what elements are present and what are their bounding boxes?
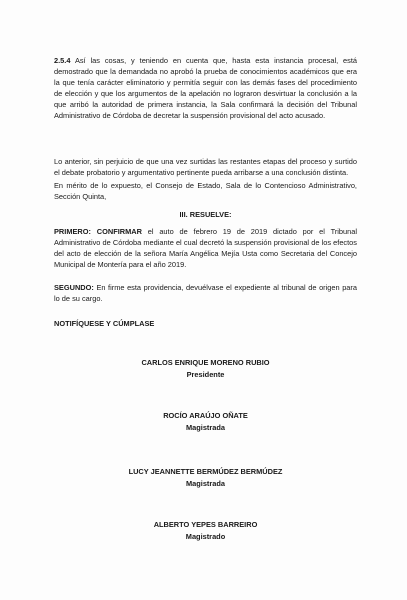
paragraph-primero [54, 226, 357, 270]
signatory-role: Magistrada [185, 478, 226, 488]
signature-block [54, 357, 357, 380]
paragraph-segundo [54, 282, 357, 304]
primero-verb: CONFIRMAR [96, 227, 142, 236]
signatory-name: ROCÍO ARAÚJO OÑATE [163, 411, 248, 420]
signatory-role: Magistrada [185, 422, 226, 432]
segundo-text: En firme esta providencia, devuélvase el expediente al tribunal de origen para lo de su cargo. [54, 283, 357, 304]
signatory-name: CARLOS ENRIQUE MORENO RUBIO [141, 358, 270, 367]
signatory-role: Presidente [186, 369, 225, 379]
paragraph-lo-anterior: Lo anterior, sin perjuicio de que una vez surtidas las restantes etapas del proceso y surtido el debate probatorio y argumentativo pertinente pueda arribarse a una conclusión distinta. [54, 157, 357, 178]
paragraph-2-5-4 [54, 55, 357, 122]
signature-block [54, 410, 357, 433]
signatory-name: LUCY JEANNETTE BERMÚDEZ BERMÚDEZ [128, 467, 283, 476]
primero-label: PRIMERO: [54, 227, 91, 236]
signatory-name: ALBERTO YEPES BARREIRO [153, 520, 258, 529]
primero-text: el auto de febrero 19 de 2019 dictado por el Tribunal Administrativo de Córdoba mediante el cual decretó la suspensión provisional de los efectos del acto de elección de la señora María Angélica Mejía Usta como Secretaria del Concejo Municipal de Montería para el año 2019. [54, 227, 358, 270]
segundo-label: SEGUNDO: [54, 283, 94, 292]
resuelve-heading: III. RESUELVE: [179, 210, 232, 219]
paragraph-merito: En mérito de lo expuesto, el Consejo de Estado, Sala de lo Contencioso Administrativo, Sección Quinta, [54, 181, 357, 202]
signature-block [54, 519, 357, 542]
paragraph-text: Así las cosas, y teniendo en cuenta que, hasta esta instancia procesal, está demostrado que la demandada no aprobó la prueba de conocimientos académicos que era la que tenía carácter eliminatorio y permitía seguir con las demás fases del procedimiento de elección y que los argumentos de la apelación no lograron desvirtuar la conclusión a la que arribó la autoridad de primera instancia, la Sala confirmará la decisión del Tribunal Administrativo de Córdoba de decretar la suspensión provisional del acto acusado. [54, 56, 357, 121]
notify-line: NOTIFÍQUESE Y CÚMPLASE [54, 319, 155, 328]
section-number: 2.5.4 [54, 56, 71, 65]
signatory-role: Magistrado [185, 531, 226, 541]
signature-block [54, 466, 357, 489]
